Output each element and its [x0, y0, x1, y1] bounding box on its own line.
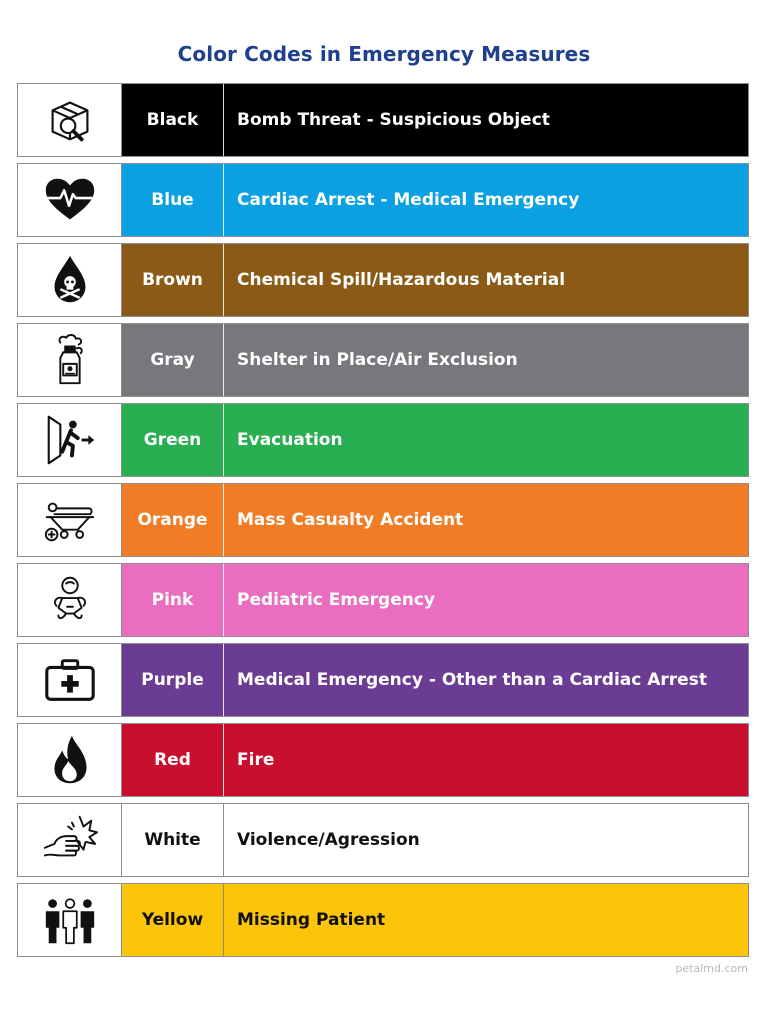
code-description: Evacuation: [224, 404, 748, 476]
suspicious-package-icon: [18, 84, 122, 156]
code-name: Red: [122, 724, 224, 796]
code-description: Violence/Agression: [224, 804, 748, 876]
code-row-black: [17, 83, 749, 157]
code-row-red: [17, 723, 749, 797]
baby-icon: [18, 564, 122, 636]
stretcher-icon: [18, 484, 122, 556]
fist-punch-icon: [18, 804, 122, 876]
toxic-bottle-icon: [18, 324, 122, 396]
code-name: Yellow: [122, 884, 224, 956]
code-description: Cardiac Arrest - Medical Emergency: [224, 164, 748, 236]
toxic-drop-icon: [18, 244, 122, 316]
code-row-orange: [17, 483, 749, 557]
code-description: Missing Patient: [224, 884, 748, 956]
code-name: White: [122, 804, 224, 876]
first-aid-kit-icon: [18, 644, 122, 716]
code-name: Gray: [122, 324, 224, 396]
code-row-white: [17, 803, 749, 877]
code-description: Medical Emergency - Other than a Cardiac Arrest: [224, 644, 748, 716]
code-name: Blue: [122, 164, 224, 236]
code-name: Pink: [122, 564, 224, 636]
code-name: Brown: [122, 244, 224, 316]
heartbeat-icon: [18, 164, 122, 236]
code-row-gray: [17, 323, 749, 397]
people-group-icon: [18, 884, 122, 956]
code-row-purple: [17, 643, 749, 717]
code-description: Fire: [224, 724, 748, 796]
code-description: Shelter in Place/Air Exclusion: [224, 324, 748, 396]
code-description: Chemical Spill/Hazardous Material: [224, 244, 748, 316]
code-name: Green: [122, 404, 224, 476]
page-title: Color Codes in Emergency Measures: [177, 42, 591, 66]
code-row-pink: [17, 563, 749, 637]
code-name: Purple: [122, 644, 224, 716]
code-description: Mass Casualty Accident: [224, 484, 748, 556]
code-row-brown: [17, 243, 749, 317]
code-row-blue: [17, 163, 749, 237]
exit-door-icon: [18, 404, 122, 476]
source-credit: petalmd.com: [675, 962, 748, 975]
code-description: Pediatric Emergency: [224, 564, 748, 636]
code-name: Black: [122, 84, 224, 156]
code-description: Bomb Threat - Suspicious Object: [224, 84, 748, 156]
flame-icon: [18, 724, 122, 796]
code-row-yellow: [17, 883, 749, 957]
code-name: Orange: [122, 484, 224, 556]
code-row-green: [17, 403, 749, 477]
